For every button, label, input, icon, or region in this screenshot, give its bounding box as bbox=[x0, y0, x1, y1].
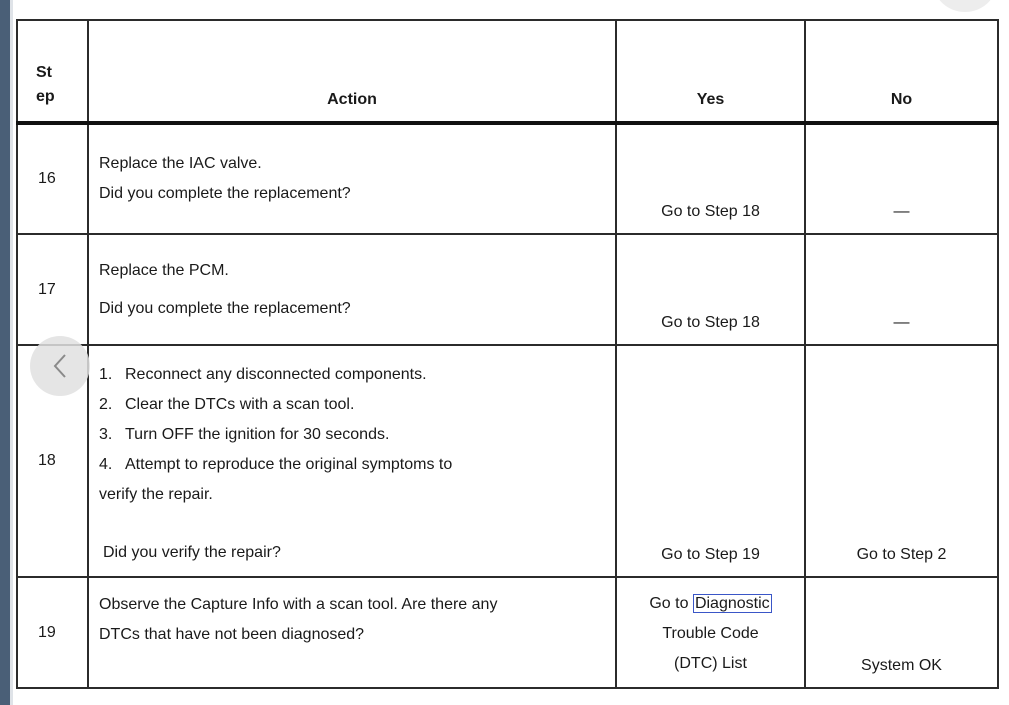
chevron-left-icon bbox=[52, 353, 68, 379]
table-row-step-16 bbox=[17, 123, 998, 234]
action-line: Replace the IAC valve. bbox=[99, 155, 262, 172]
action-line: Did you complete the replacement? bbox=[99, 299, 351, 317]
no-cell: Go to Step 2 bbox=[805, 345, 998, 577]
table-row-step-19 bbox=[17, 577, 998, 688]
left-sidebar-strip bbox=[0, 0, 10, 705]
table-header-row bbox=[17, 20, 998, 123]
header-no: No bbox=[805, 20, 998, 123]
step-number: 19 bbox=[17, 577, 88, 688]
action-cell bbox=[88, 123, 616, 234]
action-line: Observe the Capture Info with a scan tool. Are there any bbox=[99, 596, 498, 613]
sidebar-edge bbox=[10, 0, 13, 705]
list-item: 1. Reconnect any disconnected components. bbox=[99, 366, 427, 383]
no-cell: — bbox=[805, 234, 998, 345]
header-step: St ep bbox=[17, 20, 88, 123]
list-item: 2. Clear the DTCs with a scan tool. bbox=[99, 396, 355, 413]
yes-cell bbox=[616, 577, 805, 688]
no-cell: — bbox=[805, 123, 998, 234]
yes-cell: Go to Step 19 bbox=[616, 345, 805, 577]
action-line: Replace the PCM. bbox=[99, 261, 229, 279]
action-question: Did you verify the repair? bbox=[103, 544, 281, 561]
action-cell bbox=[88, 345, 616, 577]
no-cell: System OK bbox=[805, 577, 998, 688]
yes-line: Trouble Code bbox=[662, 625, 759, 642]
header-action: Action bbox=[88, 20, 616, 123]
action-line: Did you complete the replacement? bbox=[99, 185, 351, 202]
header-yes: Yes bbox=[616, 20, 805, 123]
yes-cell: Go to Step 18 bbox=[616, 123, 805, 234]
list-item: 4. Attempt to reproduce the original symptoms to bbox=[99, 456, 453, 473]
step-number: 16 bbox=[17, 123, 88, 234]
diagnostic-steps-table bbox=[16, 19, 999, 689]
top-right-nav-button[interactable] bbox=[934, 0, 996, 12]
list-item-continuation: verify the repair. bbox=[99, 486, 213, 503]
list-item: 3. Turn OFF the ignition for 30 seconds. bbox=[99, 426, 390, 443]
yes-prefix: Go to bbox=[649, 595, 689, 612]
table-row-step-18 bbox=[17, 345, 998, 577]
step-number: 17 bbox=[17, 234, 88, 345]
action-cell bbox=[88, 577, 616, 688]
previous-page-button[interactable] bbox=[30, 336, 90, 396]
action-cell bbox=[88, 234, 616, 345]
table-row-step-17 bbox=[17, 234, 998, 345]
action-line: DTCs that have not been diagnosed? bbox=[99, 626, 365, 643]
yes-cell: Go to Step 18 bbox=[616, 234, 805, 345]
dtc-list-link[interactable]: Diagnostic bbox=[694, 595, 770, 612]
yes-line: (DTC) List bbox=[674, 655, 747, 672]
step-number: 18 bbox=[17, 345, 88, 577]
